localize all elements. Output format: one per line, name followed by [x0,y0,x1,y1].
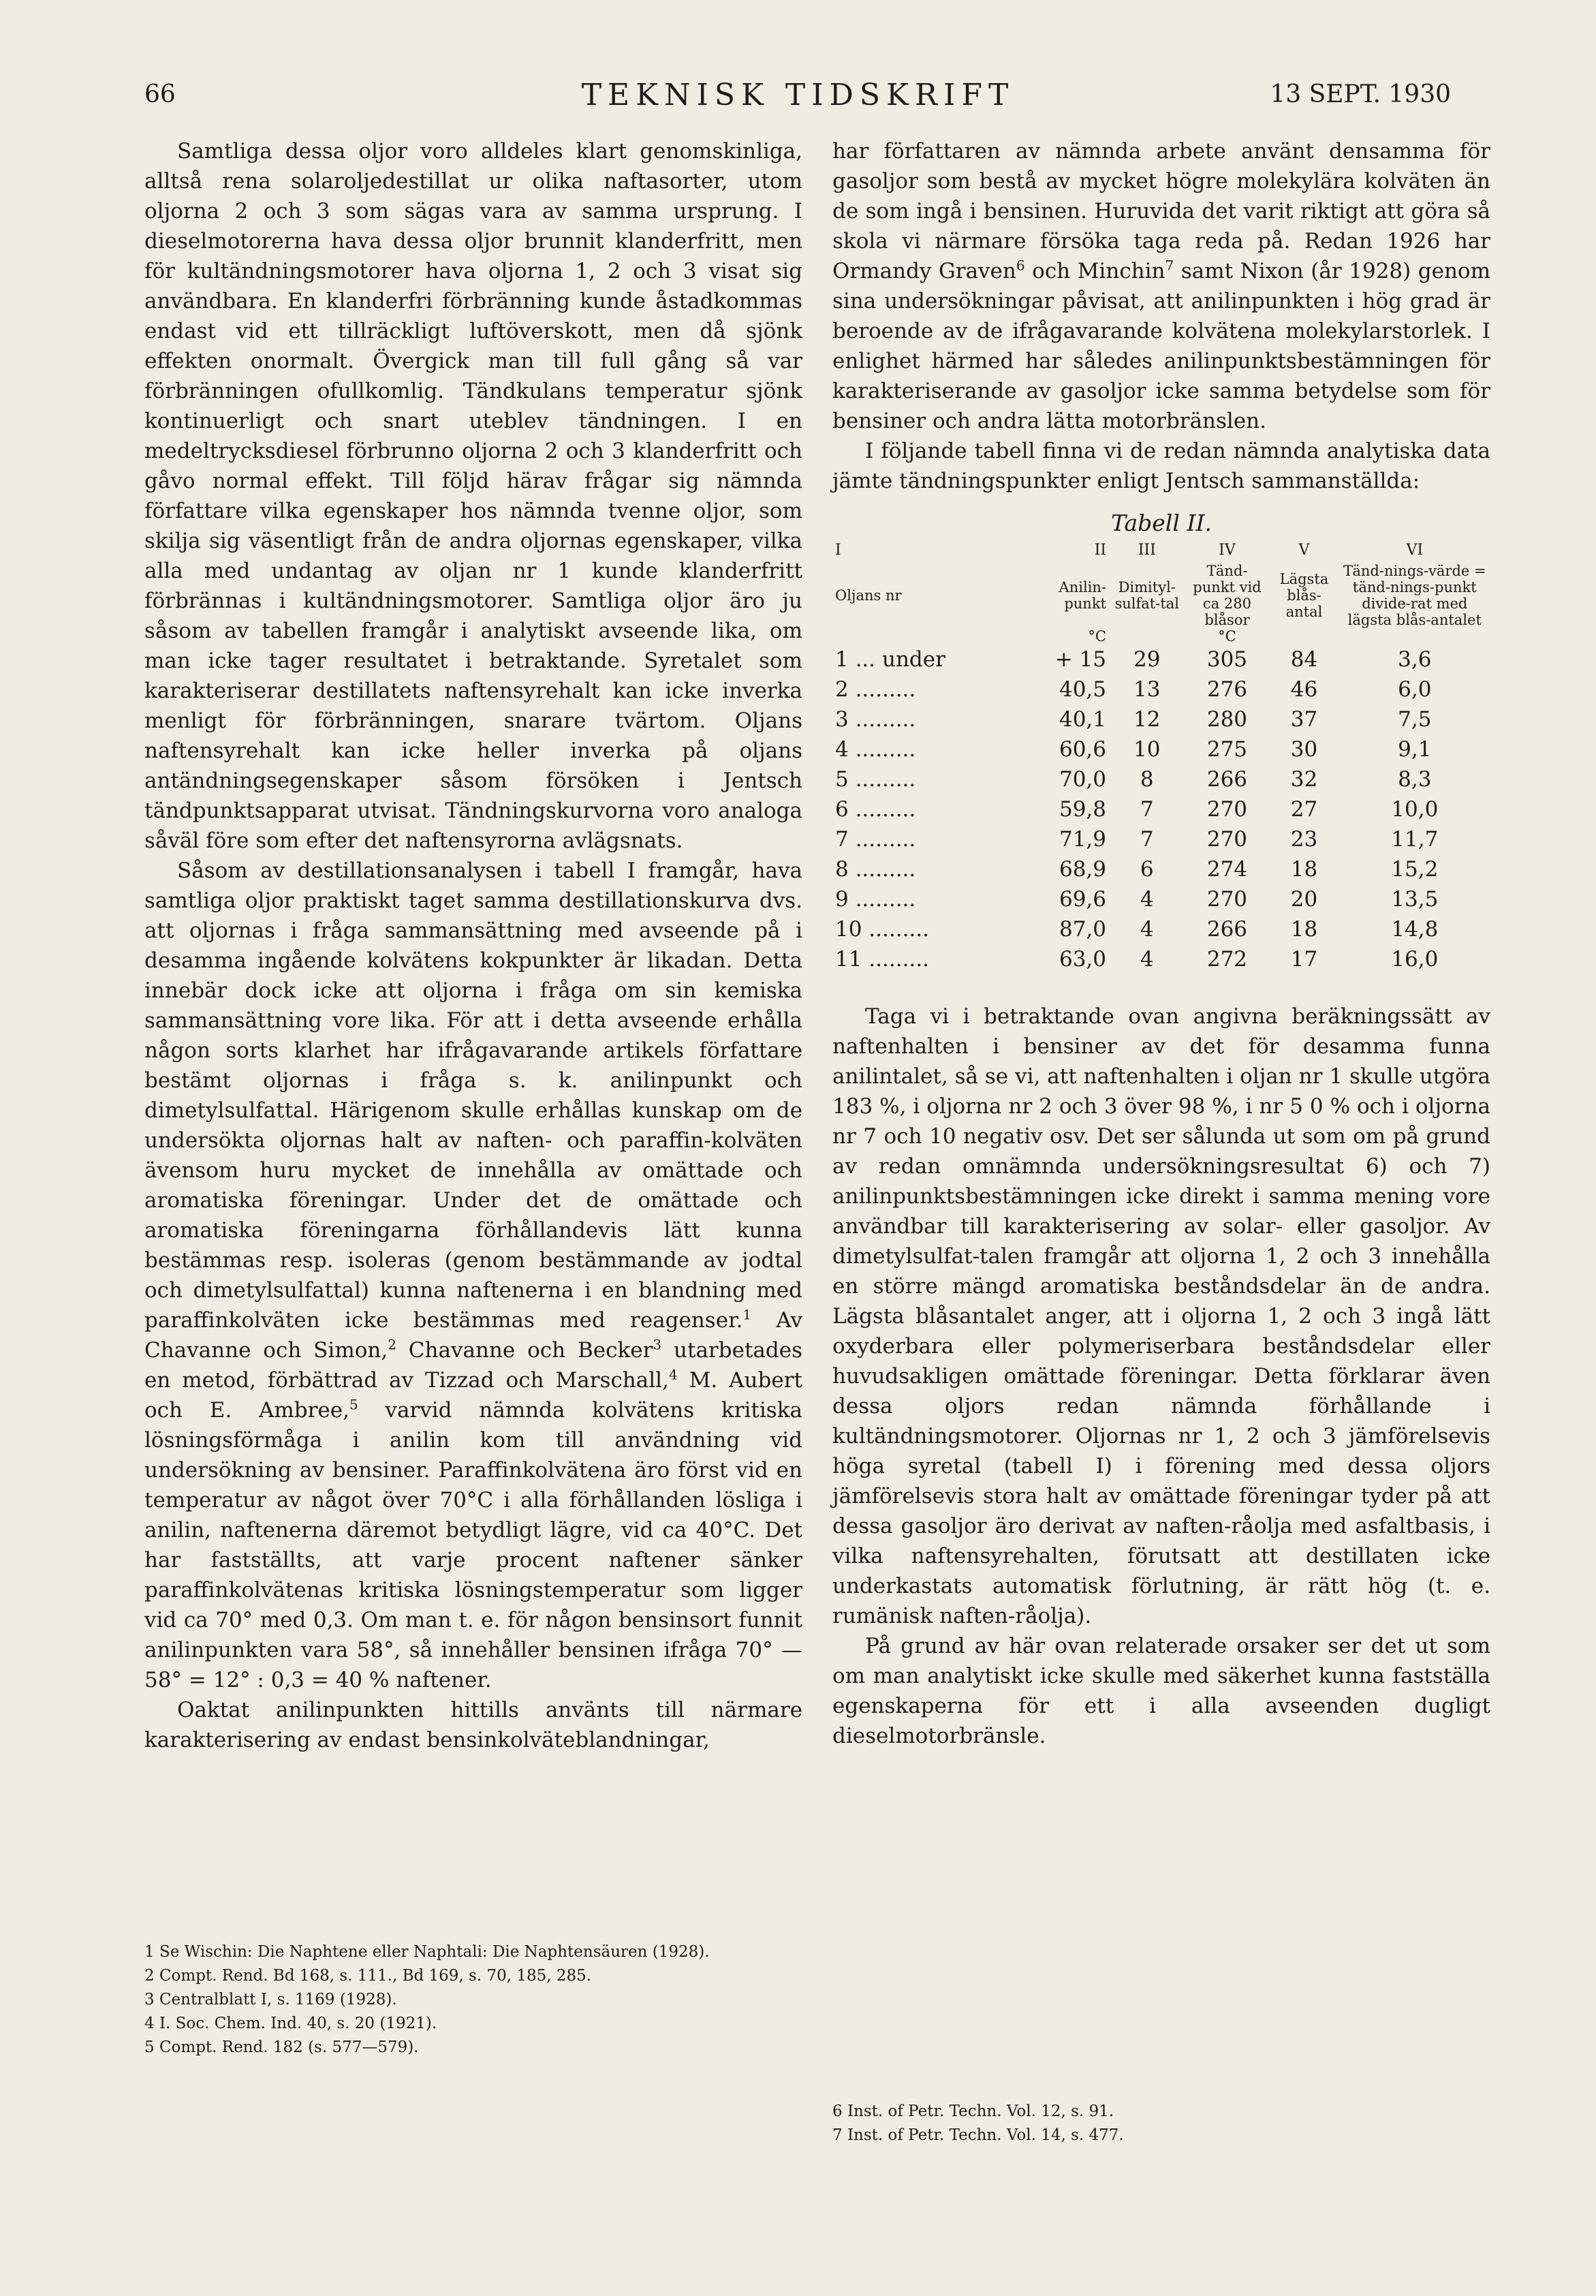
table-row: 6 ......... 59,8 7 270 27 10,0 [835,797,1439,822]
table-row: 11 ......... 63,0 4 272 17 16,0 [835,947,1439,972]
paragraph: Taga vi i betraktande ovan angivna beräkningssätt av naftenhalten i bensiner av det för desamma funna anilintalet, så se vi, att naftenhalten i oljan nr 1 skulle utgöra 183 %, i oljorna nr 2 och 3 över 98 %, i nr 5 0 % och i oljorna nr 7 och 10 negativ osv. Det ser sålunda ut som om på grund av redan omnämnda undersökningsresultat 6) och 7) anilinpunktsbestämningen icke direkt i samma mening vore användbar till karakterisering av solar- eller gasoljor. Av dimetylsulfat-talen framgår att oljorna 1, 2 och 3 innehålla en större mängd aromatiska beståndsdelar än de andra. Lägsta blåsantalet anger, att i oljorna 1, 2 och 3 ingå lätt oxyderbara eller polymeriserbara beståndsdelar eller huvudsakligen omättade föreningar. Detta förklarar även dessa oljors redan nämnda förhållande i kultändningsmotorer. Oljornas nr 1, 2 och 3 jämförelsevis höga syretal (tabell I) i förening med dessa oljors jämförelsevis stora halt av omättade föreningar tyder på att dessa gasoljor äro derivat av naften-råolja med asfaltbasis, i vilka naftensyrehalten, förutsatt att destillaten icke underkastats automatisk förlutning, är rätt hög (t. e. rumänisk naften-råolja). [832,1004,1490,1628]
paragraph: På grund av här ovan relaterade orsaker ser det ut som om man analytiskt icke skulle med säkerhet kunna fastställa egenskaperna för ett i alla avseenden dugligt dieselmotorbränsle. [832,1634,1490,1748]
footnote: 7 Inst. of Petr. Techn. Vol. 14, s. 477. [832,2126,1124,2144]
page-header [0,80,1596,121]
table-roman-row: I II III IV V VI [835,542,1424,559]
paragraph: Oaktat anilinpunkten hittills använts till närmare karakterisering av endast bensinkolväteblandningar, [144,1698,802,1752]
footnote: 2 Compt. Rend. Bd 168, s. 111., Bd 169, s. 70, 185, 285. [144,1967,592,1985]
journal-title: TEKNISK TIDSKRIFT [581,78,1015,112]
table-row: 9 ......... 69,6 4 270 20 13,5 [835,887,1439,912]
footnote: 1 Se Wischin: Die Naphtene eller Naphtali: Die Naphtensäuren (1928). [144,1943,710,1961]
table-row: 7 ......... 71,9 7 270 23 11,7 [835,827,1439,852]
table-row: 8 ......... 68,9 6 274 18 15,2 [835,857,1439,882]
paragraph: I följande tabell finna vi de redan nämnda analytiska data jämte tändningspunkter enligt Jentsch sammanställda: [832,439,1490,493]
table-row: 5 ......... 70,0 8 266 32 8,3 [835,767,1432,792]
page-number: 66 [144,80,176,108]
table-row: 2 ......... 40,5 13 276 46 6,0 [835,677,1432,702]
left-column [144,136,802,1755]
table-row: 3 ......... 40,1 12 280 37 7,5 [835,707,1432,732]
footnote: 4 I. Soc. Chem. Ind. 40, s. 20 (1921). [144,2015,437,2032]
table-header-row: Oljans nr Anilin-punkt Dimityl-sulfat-tal Tänd-punkt vid ca 280 blåsor Lägsta blås-antal Tänd-nings-värde = tänd-nings-punkt divide-rat med lägsta blås-antalet [835,563,1486,628]
footnote: 6 Inst. of Petr. Techn. Vol. 12, s. 91. [832,2103,1114,2120]
paragraph: Såsom av destillationsanalysen i tabell I framgår, hava samtliga oljor praktiskt taget samma destillationskurva dvs. att oljornas i fråga sammansättning med avseende på i desamma ingående kolvätens kokpunkter är likadan. Detta innebär dock icke att oljorna i fråga om sin kemiska sammansättning vore lika. För att i detta avseende erhålla någon sorts klarhet har ifrågavarande artikels författare bestämt oljornas i fråga s. k. anilinpunkt och dimetylsulfattal. Härigenom skulle erhållas kunskap om de undersökta oljornas halt av naften- och paraffin-kolväten ävensom huru mycket de innehålla av omättade och aromatiska föreningar. Under det de omättade och aromatiska föreningarna förhållandevis lätt kunna bestämmas resp. isoleras (genom bestämmande av jodtal och dimetylsulfattal) kunna naftenerna i en blandning med paraffinkolväten icke bestämmas med reagenser.$^1$ Av Chavanne och Simon,$^2$ Chavanne och Becker$^3$ utarbetades en metod, förbättrad av Tizzad och Marschall,$^4$ M. Aubert och E. Ambree,$^5$ varvid nämnda kolvätens kritiska lösningsförmåga i anilin kom till användning vid undersökning av bensiner. Paraffinkolvätena äro först vid en temperatur av något över 70°C i alla förhållanden lösliga i anilin, naftenerna däremot betydligt lägre, vid ca 40°C. Det har fastställts, att varje procent naftener sänker paraffinkolvätenas kritiska lösningstemperatur som ligger vid ca 70° med 0,3. Om man t. e. för någon bensinsort funnit anilinpunkten vara 58°, så innehåller bensinen ifråga 70° — 58° = 12° : 0,3 = 40 % naftener. [144,858,803,1692]
paragraph: har författaren av nämnda arbete använt densamma för gasoljor som bestå av mycket högre molekylära kolväten än de som ingå i bensinen. Huruvida det varit riktigt att göra så skola vi närmare försöka taga reda på. Redan 1926 har Ormandy Graven$^6$ och Minchin$^7$ samt Nixon (år 1928) genom sina undersökningar påvisat, att anilinpunkten i hög grad är beroende av de ifrågavarande kolvätena molekylarstorlek. I enlighet härmed har således anilinpunktsbestämningen för karakteriserande av gasoljor icke samma betydelse som för bensiner och andra lätta motorbränslen. [832,139,1490,433]
paragraph: Samtliga dessa oljor voro alldeles klart genomskinliga, alltså rena solaroljedestillat ur olika naftasorter, utom oljorna 2 och 3 som sägas vara av samma ursprung. I dieselmotorerna hava dessa oljor brunnit klanderfritt, men för kultändningsmotorer hava oljorna 1, 2 och 3 visat sig användbara. En klanderfri förbränning kunde åstadkommas endast vid ett tillräckligt luftöverskott, men då sjönk effekten onormalt. Övergick man till full gång så var förbränningen ofullkomlig. Tändkulans temperatur sjönk kontinuerligt och snart uteblev tändningen. I en medeltrycksdiesel förbrunno oljorna 2 och 3 klanderfritt och gåvo normal effekt. Till följd härav frågar sig nämnda författare vilka egenskaper hos nämnda tvenne oljor, som skilja sig väsentligt från de andra oljornas egenskaper, vilka alla med undantag av oljan nr 1 kunde klanderfritt förbrännas i kultändningsmotorer. Samtliga oljor äro ju såsom av tabellen framgår i analytiskt avseende lika, om man icke tager resultatet i betraktande. Syretalet som karakteriserar destillatets naftensyrehalt kan icke inverka menligt för förbränningen, snarare tvärtom. Oljans naftensyrehalt kan icke heller inverka på oljans antändningsegenskaper såsom försöken i Jentsch tändpunktsapparat utvisat. Tändningskurvorna voro analoga såväl före som efter det naftensyrorna avlägsnats. [144,139,802,853]
table-title: Tabell II. [1111,510,1212,536]
footnotes-left [144,1940,802,2060]
table-row: 10 ......... 87,0 4 266 18 14,8 [835,917,1439,942]
footnote: 5 Compt. Rend. 182 (s. 577—579). [144,2038,419,2056]
right-column [832,136,1490,1751]
footnote: 3 Centralblatt I, s. 1169 (1928). [144,1991,397,2008]
data-table [832,542,1490,974]
issue-date: 13 SEPT. 1930 [1270,80,1451,108]
footnotes-right [832,2100,1490,2147]
table-row: 4 ......... 60,6 10 275 30 9,1 [835,737,1432,762]
table-row: 1 ... under + 15 29 305 84 3,6 [835,647,1432,672]
table-unit-row: °C °C [1088,628,1236,645]
